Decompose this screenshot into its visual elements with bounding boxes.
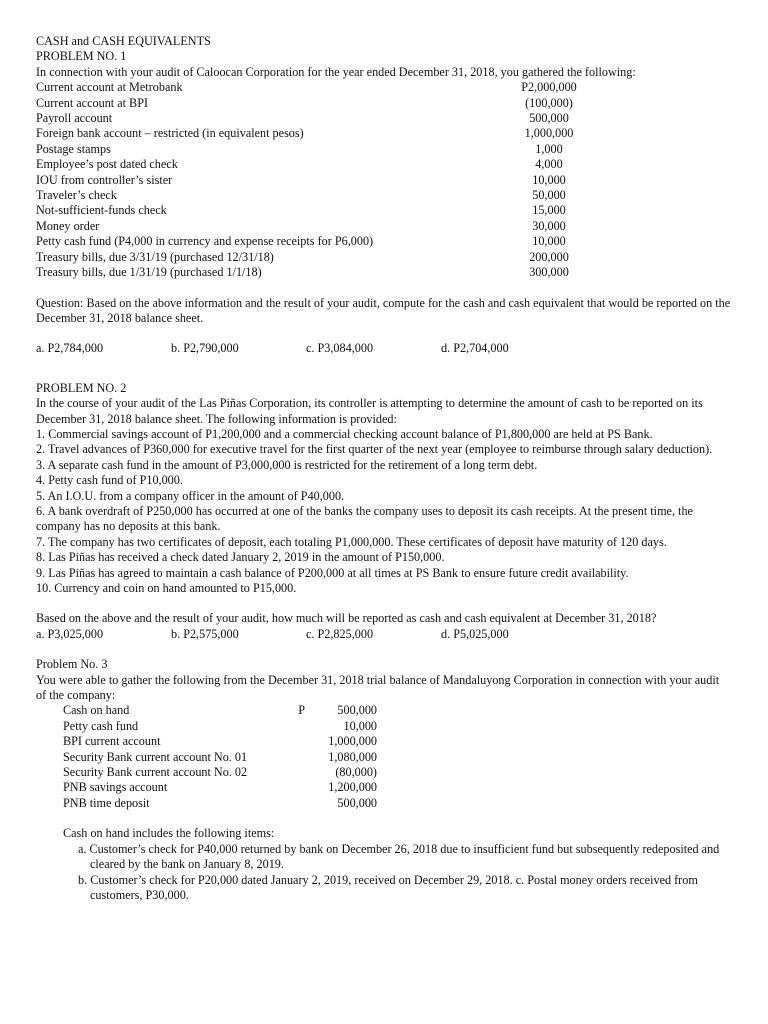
account-amount: P2,000,000 [521, 80, 577, 95]
account-label: Current account at Metrobank [36, 80, 183, 95]
account-row [36, 234, 584, 249]
document-heading: CASH and CASH EQUIVALENTS [36, 34, 211, 48]
list-item: 9. Las Piñas has agreed to maintain a cash balance of P200,000 at all times at PS Bank to ensure future credit availability. [36, 565, 629, 580]
account-amount: 50,000 [532, 188, 566, 203]
problem-1-question: Question: Based on the above information and the result of your audit, compute for the cash and cash equivalent that would be reported on the December 31, 2018 balance sheet. [36, 295, 731, 325]
list-item: 3. A separate cash fund in the amount of P3,000,000 is restricted for the retirement of a long term debt. [36, 457, 538, 472]
account-row [36, 142, 584, 157]
choice-d: d. P5,025,000 [441, 626, 509, 641]
row-amount: 10,000 [343, 718, 377, 733]
list-item: 8. Las Piñas has received a check dated January 2, 2019 in the amount of P150,000. [36, 550, 445, 565]
table-row [63, 703, 393, 718]
account-row [36, 80, 584, 95]
account-row [36, 157, 584, 172]
account-amount: 10,000 [532, 172, 566, 187]
problem-3-intro: You were able to gather the following from the December 31, 2018 trial balance of Mandaluyong Corporation in connection with your audit of the company: [36, 672, 720, 703]
row-label: Cash on hand [63, 703, 130, 718]
account-amount: (100,000) [525, 95, 573, 110]
row-currency [285, 719, 305, 734]
account-amount: 300,000 [529, 265, 569, 280]
account-amount: 200,000 [529, 249, 569, 264]
account-row [36, 126, 584, 141]
account-label: Traveler’s check [36, 188, 117, 203]
account-row [36, 219, 584, 234]
choice-b: b. P2,790,000 [171, 341, 239, 356]
problem-1-title: PROBLEM NO. 1 [36, 49, 127, 64]
cash-on-hand-intro: Cash on hand includes the following items: [63, 826, 275, 841]
account-label: IOU from controller’s sister [36, 172, 173, 187]
account-label: Employee’s post dated check [36, 157, 178, 172]
choice-a: a. P3,025,000 [36, 626, 104, 641]
account-label: Current account at BPI [36, 95, 149, 110]
row-currency [285, 750, 305, 765]
account-amount: 15,000 [532, 203, 566, 218]
problem-3-title: Problem No. 3 [36, 657, 108, 672]
account-row [36, 188, 584, 203]
row-amount: 1,000,000 [328, 734, 377, 749]
account-row [36, 265, 584, 280]
choice-d: d. P2,704,000 [441, 341, 509, 356]
account-label: Treasury bills, due 1/31/19 (purchased 1/1/18) [36, 265, 262, 280]
list-item: b. Customer’s check for P20,000 dated January 2, 2019, received on December 29, 2018. c. Postal money orders received from customers, P30,000. [78, 872, 698, 902]
account-row [36, 111, 584, 126]
row-amount: 1,200,000 [328, 780, 377, 795]
account-label: Not-sufficient-funds check [36, 203, 167, 218]
account-label: Payroll account [36, 111, 113, 126]
problem-2-question: Based on the above and the result of your audit, how much will be reported as cash and cash equivalent at December 31, 2018? [36, 611, 657, 626]
list-item: 4. Petty cash fund of P10,000. [36, 473, 183, 488]
row-label: Security Bank current account No. 02 [63, 765, 248, 780]
problem-2-choices [36, 627, 732, 642]
row-amount: (80,000) [335, 765, 377, 780]
row-amount: 500,000 [337, 703, 377, 718]
problem-3 [36, 657, 732, 903]
row-currency [285, 734, 305, 749]
row-label: PNB time deposit [63, 795, 150, 810]
problem-2-intro: In the course of your audit of the Las Piñas Corporation, its controller is attempting to determine the amount of cash to be reported on its December 31, 2018 balance sheet. The following information is provided: [36, 396, 703, 426]
table-row [63, 734, 393, 749]
table-row [63, 750, 393, 765]
choice-b: b. P2,575,000 [171, 626, 239, 641]
problem-1-intro: In connection with your audit of Caloocan Corporation for the year ended December 31, 2018, you gathered the following: [36, 64, 636, 79]
list-item: 7. The company has two certificates of deposit, each totaling P1,000,000. These certificates of deposit have maturity of 120 days. [36, 534, 667, 549]
row-label: PNB savings account [63, 780, 168, 795]
account-amount: 1,000,000 [524, 126, 574, 141]
account-amount: 500,000 [529, 111, 569, 126]
account-row [36, 250, 584, 265]
list-item: a. Customer’s check for P40,000 returned by bank on December 26, 2018 due to insufficient fund but subsequently redeposited and cleared by the bank on January 8, 2019. [78, 841, 720, 872]
table-row [63, 719, 393, 734]
row-currency [285, 796, 305, 811]
account-amount: 4,000 [535, 157, 563, 172]
problem-2-title: PROBLEM NO. 2 [36, 380, 127, 395]
row-label: Petty cash fund [63, 718, 139, 733]
list-item: 10. Currency and coin on hand amounted to P15,000. [36, 581, 297, 595]
row-currency [285, 765, 305, 780]
problem-1 [36, 49, 732, 356]
problem-2 [36, 381, 732, 643]
choice-c: c. P2,825,000 [306, 626, 374, 641]
list-item: 5. An I.O.U. from a company officer in the amount of P40,000. [36, 488, 345, 503]
account-row [36, 203, 584, 218]
account-row [36, 173, 584, 188]
account-amount: 10,000 [532, 234, 566, 249]
account-label: Money order [36, 218, 100, 233]
choice-c: c. P3,084,000 [306, 341, 374, 356]
choice-a: a. P2,784,000 [36, 341, 104, 356]
row-currency [285, 780, 305, 795]
trial-balance-table [36, 703, 393, 811]
account-row [36, 96, 584, 111]
list-item: 1. Commercial savings account of P1,200,000 and a commercial checking account balance of P1,800,000 are held at PS Bank. [36, 426, 653, 441]
table-row [63, 796, 393, 811]
problem-1-choices [36, 341, 732, 356]
problem-1-accounts [36, 80, 732, 280]
account-label: Treasury bills, due 3/31/19 (purchased 12/31/18) [36, 249, 274, 264]
account-amount: 30,000 [532, 218, 566, 233]
list-item: 2. Travel advances of P360,000 for executive travel for the first quarter of the next year (employee to reimburse through salary deduction). [36, 442, 713, 457]
account-amount: 1,000 [535, 141, 563, 156]
row-label: Security Bank current account No. 01 [63, 749, 248, 764]
row-amount: 500,000 [337, 795, 377, 810]
account-label: Foreign bank account – restricted (in equivalent pesos) [36, 126, 304, 141]
list-item: 6. A bank overdraft of P250,000 has occurred at one of the banks the company uses to deposit its cash receipts. At the present time, the company has no deposits at this bank. [36, 503, 693, 534]
row-label: BPI current account [63, 734, 161, 749]
table-row [63, 780, 393, 795]
cash-on-hand-items [36, 826, 732, 903]
row-amount: 1,080,000 [328, 749, 377, 764]
account-label: Postage stamps [36, 141, 111, 156]
row-currency: P [298, 703, 305, 718]
account-label: Petty cash fund (P4,000 in currency and expense receipts for P6,000) [36, 234, 374, 249]
table-row [63, 765, 393, 780]
